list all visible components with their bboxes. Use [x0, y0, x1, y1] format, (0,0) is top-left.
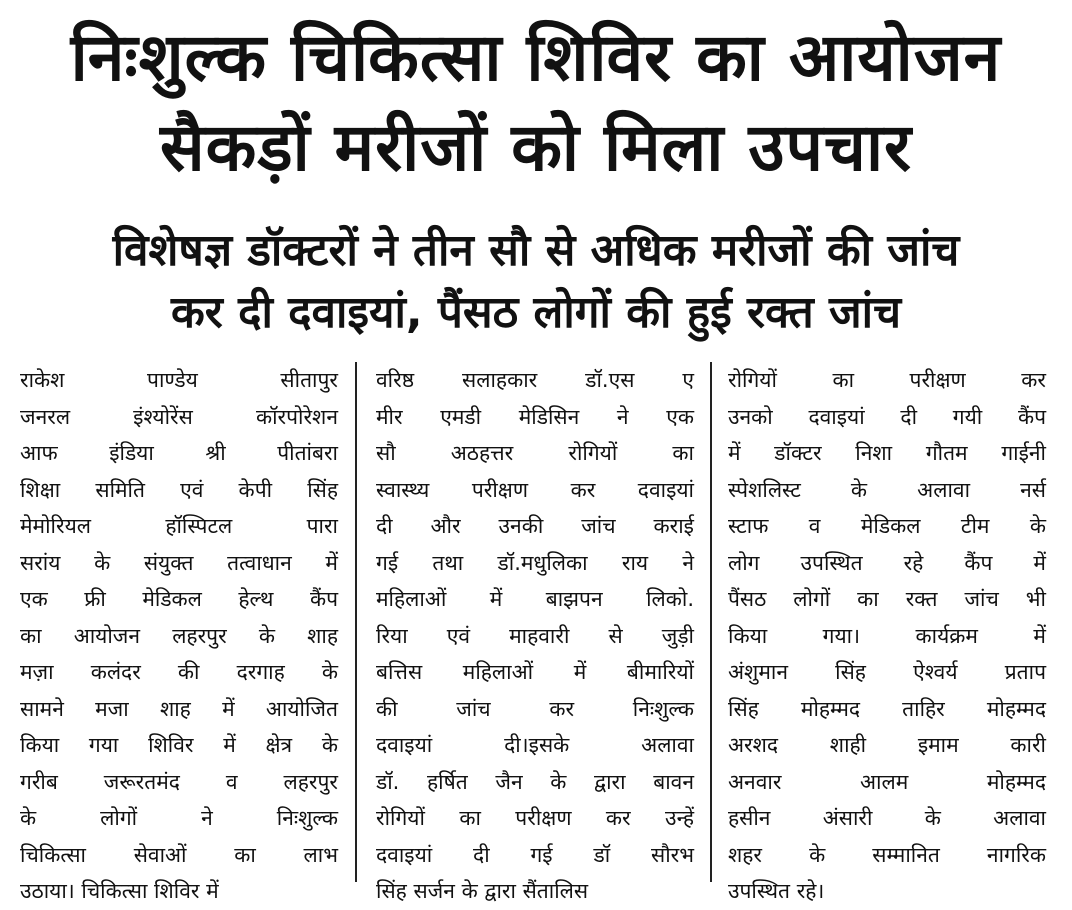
article-line: राकेश पाण्डेय सीतापुर [20, 368, 338, 392]
article-line: उनको दवाइयां दी गयी कैंप [728, 404, 1046, 429]
article-column-2 [376, 362, 694, 903]
article-line: दवाइयां दी।इसके अलावा [376, 733, 694, 757]
article-line: अंशुमान सिंह ऐश्वर्य प्रताप [728, 660, 1046, 684]
article-line: किया गया शिविर में क्षेत्र के [20, 733, 338, 757]
article-line: स्टाफ व मेडिकल टीम के [728, 514, 1046, 538]
article-line: सिंह सर्जन के द्वारा सैंतालिस [376, 879, 589, 903]
article-line: मेमोरियल हॉस्पिटल पारा [20, 514, 338, 538]
article-line: किया गया। कार्यक्रम में [728, 623, 1046, 648]
article-line: मीर एमडी मेडिसिन ने एक [376, 404, 694, 429]
headline-line-1: निःशुल्क चिकित्सा शिविर का आयोजन [70, 19, 1002, 96]
article-line: रोगियों का परीक्षण कर [728, 368, 1046, 392]
article-line: स्पेशलिस्ट के अलावा नर्स [728, 477, 1046, 502]
article-line: स्वास्थ्य परीक्षण कर दवाइयां [376, 477, 694, 502]
article-line: के लोगों ने निःशुल्क [20, 806, 338, 830]
article-line: रोगियों का परीक्षण कर उन्हें [376, 806, 694, 830]
article-line: हसीन अंसारी के अलावा [728, 806, 1046, 830]
article-line: रिया एवं माहवारी से जुड़ी [376, 623, 694, 648]
article-line: सामने मजा शाह में आयोजित [20, 696, 338, 721]
article-line: उपस्थित रहे। [728, 879, 825, 903]
article-line: अनवार आलम मोहम्मद [728, 769, 1046, 794]
article-line: डॉ. हर्षित जैन के द्वारा बावन [376, 769, 694, 794]
article-line: गरीब जरूरतमंद व लहरपुर [20, 769, 338, 794]
article-line: गई तथा डॉ.मधुलिका राय ने [376, 550, 694, 575]
article-line: एक फ्री मेडिकल हेल्थ कैंप [20, 587, 338, 611]
column-divider [710, 362, 712, 882]
article-line: का आयोजन लहरपुर के शाह [20, 623, 338, 648]
article-line: महिलाओं में बाझपन लिको. [376, 587, 694, 611]
article-column-1 [20, 362, 338, 903]
article-line: अरशद शाही इमाम कारी [728, 733, 1046, 757]
article-line: शहर के सम्मानित नागरिक [728, 842, 1046, 867]
column-divider [355, 362, 357, 882]
article-line: चिकित्सा सेवाओं का लाभ [20, 842, 338, 867]
article-line: में डॉक्टर निशा गौतम गाईनी [728, 441, 1046, 465]
article-line: शिक्षा समिति एवं केपी सिंह [20, 477, 338, 502]
article-line: सिंह मोहम्मद ताहिर मोहम्मद [728, 696, 1046, 721]
article-line: मज़ा कलंदर की दरगाह के [20, 660, 338, 684]
article-line: दवाइयां दी गई डॉ सौरभ [376, 842, 694, 867]
headline-line-2: सैकड़ों मरीजों को मिला उपचार [159, 109, 913, 186]
subheadline-line-2: कर दी दवाइयां, पैंसठ लोगों की हुई रक्त जांच [170, 287, 902, 338]
article-line: सौ अठहत्तर रोगियों का [376, 441, 694, 465]
article-column-3 [728, 362, 1046, 903]
subheadline-line-1: विशेषज्ञ डॉक्टरों ने तीन सौ से अधिक मरीजों की जांच [112, 225, 960, 276]
article-line: दी और उनकी जांच कराई [376, 514, 694, 538]
article-line: उठाया। चिकित्सा शिविर में [20, 879, 219, 903]
article-line: लोग उपस्थित रहे कैंप में [728, 550, 1046, 575]
article-line: बत्तिस महिलाओं में बीमारियों [376, 660, 694, 684]
article-line: पैंसठ लोगों का रक्त जांच भी [728, 587, 1046, 611]
article-line: जनरल इंश्योरेंस कॉरपोरेशन [20, 404, 338, 429]
article-line: सरांय के संयुक्त तत्वाधान में [20, 550, 338, 575]
article-line: वरिष्ठ सलाहकार डॉ.एस ए [376, 368, 694, 392]
article-line: आफ इंडिया श्री पीतांबरा [20, 441, 338, 465]
article-line: की जांच कर निःशुल्क [376, 696, 694, 721]
